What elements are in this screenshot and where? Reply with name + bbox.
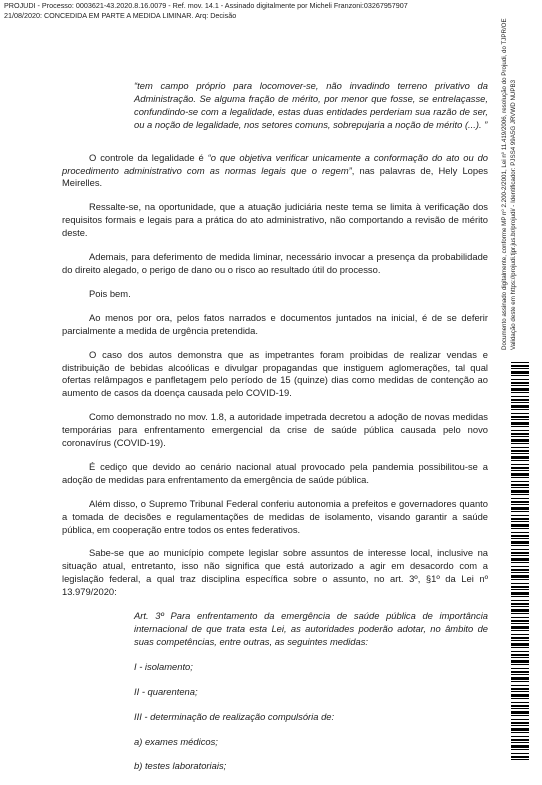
law-item-i: I - isolamento; bbox=[134, 660, 193, 672]
signature-validation-sidebar bbox=[501, 18, 531, 350]
paragraph-text: , nas palavras de, Hely Lopes Meirelles. bbox=[62, 164, 488, 189]
quote-block: “tem campo próprio para locomover-se, não invadindo terreno privativo da Administração. Se alguma fração de mérito, por menor que fosse, se entrelaçasse, confundindo-se com a legalidade, estas duas entidades perderiam sua razão de ser, ou a noção de legalidade, nos setores comuns, sobrepujaria a noção de mérito (...). ” bbox=[134, 80, 488, 130]
law-item-ii: II - quarentena; bbox=[134, 685, 198, 697]
document-header bbox=[4, 1, 474, 21]
document-body bbox=[62, 80, 488, 785]
quoted-definition: “o que objetiva verificar unicamente a conformação do ato ou do procedimento administrativo com as normas legais que o regem” bbox=[62, 151, 488, 176]
law-subitem-a: a) exames médicos; bbox=[134, 735, 218, 747]
paragraph-injunction-requirements: Ademais, para deferimento de medida liminar, necessário invocar a presença da probabilidade do direito alegado, o perigo de dano ou o risco ao resultado útil do processo. bbox=[62, 251, 488, 275]
barcode-graphic bbox=[511, 362, 529, 760]
paragraph-text: O controle da legalidade é bbox=[89, 151, 208, 163]
paragraph-legality-control bbox=[62, 152, 488, 191]
paragraph-municipal-competence: Sabe-se que ao município compete legislar sobre assuntos de interesse local, inclusive na situação atual, entretanto, isso não significa que está autorizado a agir em desacordo com a legislação federal, a qual traz disciplina específica sobre o assunto, no art. 3º, §1º da Lei nº 13.979/2020: bbox=[62, 547, 488, 598]
law-item-iii: III - determinação de realização compulsória de: bbox=[134, 710, 335, 722]
paragraph-judicial-scope: Ressalte-se, na oportunidade, que a atuação judiciária neste tema se limita à verificação dos requisitos formais e legais para a prática do ato administrativo, não comportando a revisão de mérito deste. bbox=[62, 201, 488, 239]
paragraph-pois-bem: Pois bem. bbox=[89, 287, 131, 299]
paragraph-case-facts: O caso dos autos demonstra que as impetrantes foram proibidas de realizar vendas e distribuição de bebidas alcoólicas e divulgar propagandas que instiguem aglomerações, tal qual ofertas relâmpagos e panfletagem pelo período de 15 (quinze) dias como medidas de contenção ao aumento de casos da doença causada pelo COVID-19. bbox=[62, 348, 488, 399]
header-process-line: PROJUDI - Processo: 0003621-43.2020.8.16.0079 - Ref. mov. 14.1 - Assinado digitalmente por Micheli Franzoni:03267957907 bbox=[4, 1, 408, 10]
sidebar-validation-line: Validação deste em https://projudi.tjpr.jus.br/projudi/ - Identificador: PJSS4 99A5G JRVWD NUPB3 bbox=[509, 79, 517, 350]
paragraph-pandemic-context: É cediço que devido ao cenário nacional atual provocado pela pandemia possibilitou-se a adoção de medidas para enfrentamento da emergência de saúde pública. bbox=[62, 460, 488, 485]
law-quote-block bbox=[134, 610, 488, 773]
paragraph-stf-autonomy: Além disso, o Supremo Tribunal Federal conferiu autonomia a prefeitos e governadores quanto a tomada de decisões e regulamentações de medidas de isolamento, visando garantir a saúde pública, em cooperação entre todos os entes federativos. bbox=[62, 497, 488, 535]
sidebar-rotated-text bbox=[501, 18, 531, 350]
paragraph-partial-grant: Ao menos por ora, pelos fatos narrados e documentos juntados na inicial, é de se deferir parcialmente a medida de urgência pretendida. bbox=[62, 311, 488, 336]
sidebar-signature-line: Documento assinado digitalmente, conforme MP nº 2.200-2/2001, Lei nº 11.419/2006, resolução do Projudi, do TJPR/OE bbox=[501, 18, 508, 350]
header-decision-line: 21/08/2020: CONCEDIDA EM PARTE A MEDIDA LIMINAR. Arq: Decisão bbox=[4, 11, 237, 20]
law-article-text: Art. 3º Para enfrentamento da emergência de saúde pública de importância internacional de que trata esta Lei, as autoridades poderão adotar, no âmbito de suas competências, entre outras, as seguintes medidas: bbox=[134, 610, 488, 647]
law-subitem-b: b) testes laboratoriais; bbox=[134, 760, 227, 772]
paragraph-mov-reference: Como demonstrado no mov. 1.8, a autoridade impetrada decretou a adoção de novas medidas temporárias para enfrentamento emergencial da crise de saúde pública causada pelo novo coronavírus (COVID-19). bbox=[62, 411, 488, 449]
